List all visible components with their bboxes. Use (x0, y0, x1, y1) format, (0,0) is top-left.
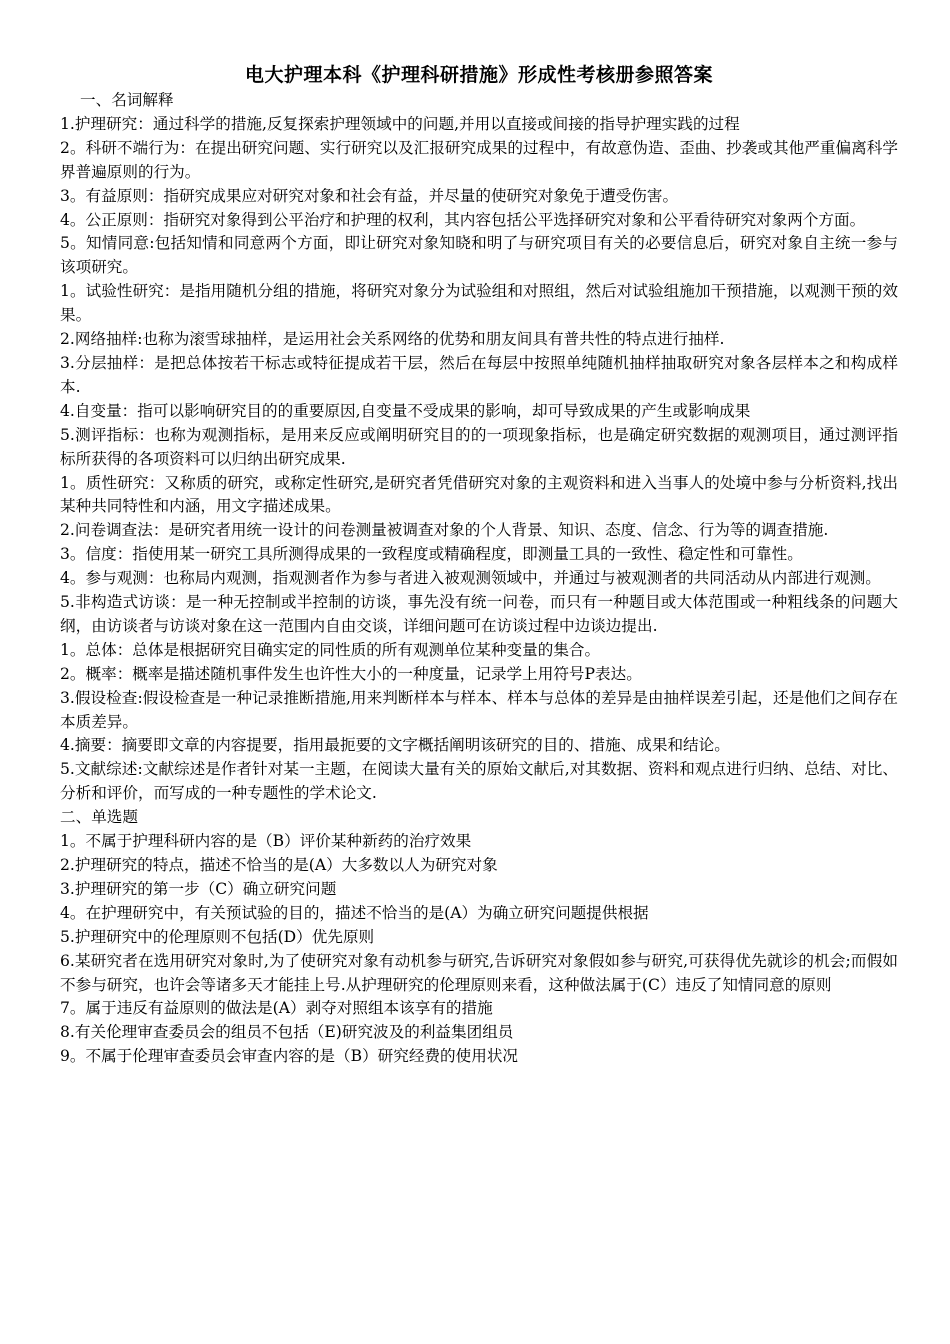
section-heading-definitions: 一、名词解释 (80, 91, 174, 109)
document-title: 电大护理本科《护理科研措施》形成性考核册参照答案 (244, 64, 713, 86)
definition-item: 2。概率：概率是描述随机事件发生也许性大小的一种度量，记录学上用符号P表达。 (60, 664, 642, 683)
question-item: 8.有关伦理审查委员会的组员不包括（E)研究波及的利益集团组员 (60, 1023, 514, 1042)
definition-item: 4。公正原则：指研究对象得到公平治疗和护理的权利，其内容包括公平选择研究对象和公平看待研究对象两个方面。 (60, 210, 866, 229)
definition-item: 1.护理研究：通过科学的措施,反复探索护理领域中的问题,并用以直接或间接的指导护理实践的过程 (60, 114, 740, 133)
definition-item: 3。有益原则：指研究成果应对研究对象和社会有益，并尽量的使研究对象免于遭受伤害。 (60, 186, 679, 205)
section-heading-single-choice: 二、单选题 (60, 808, 138, 827)
definition-item: 5.非构造式访谈：是一种无控制或半控制的访谈，事先没有统一问卷，而只有一种题目或大体范围或一种粗线条的问题大纲，由访谈者与访谈对象在这一范围内自由交谈，详细问题可在访谈过程中边谈边提出. (60, 593, 898, 635)
definition-item: 3.分层抽样：是把总体按若干标志或特征提成若干层，然后在每层中按照单纯随机抽样抽取研究对象各层样本之和构成样本. (60, 353, 898, 396)
question-item: 9。不属于伦理审查委员会审查内容的是（B）研究经费的使用状况 (60, 1047, 519, 1066)
question-item: 3.护理研究的第一步（C）确立研究问题 (60, 879, 337, 898)
definition-item: 1。总体：总体是根据研究目确实定的同性质的所有观测单位某种变量的集合。 (60, 640, 601, 659)
definition-item: 2.网络抽样:也称为滚雪球抽样，是运用社会关系网络的优势和朋友间具有普共性的特点进行抽样. (60, 330, 725, 349)
definition-item: 4。参与观测：也称局内观测，指观测者作为参与者进入被观测领域中，并通过与被观测者的共同活动从内部进行观测。 (60, 569, 881, 588)
definition-item: 5。知情同意:包括知情和同意两个方面，即让研究对象知晓和明了与研究项目有关的必要信息后，研究对象自主统一参与该项研究。 (60, 234, 898, 277)
definition-item: 5.文献综述:文献综述是作者针对某一主题，在阅读大量有关的原始文献后,对其数据、资料和观点进行归纳、总结、对比、分析和评价，而写成的一种专题性的学术论文. (60, 760, 898, 803)
single-choice-list (60, 830, 898, 1069)
definition-item: 2.问卷调查法：是研究者用统一设计的问卷测量被调查对象的个人背景、知识、态度、信念、行为等的调查措施. (60, 521, 829, 540)
question-item: 2.护理研究的特点，描述不恰当的是(A）大多数以人为研究对象 (60, 856, 498, 874)
question-item: 5.护理研究中的伦理原则不包括(D）优先原则 (60, 927, 375, 946)
definition-item: 1。试验性研究：是指用随机分组的措施，将研究对象分为试验组和对照组，然后对试验组施加干预措施，以观测干预的效果。 (60, 282, 898, 325)
question-item: 6.某研究者在选用研究对象时,为了使研究对象有动机参与研究,告诉研究对象假如参与研究,可获得优先就诊的机会;而假如不参与研究，也许会等诸多天才能挂上号.从护理研究的伦理原则来看，这种做法属于(C）违反了知情同意的原则 (60, 951, 898, 994)
question-item: 7。属于违反有益原则的做法是(A）剥夺对照组本该享有的措施 (60, 999, 493, 1018)
definitions-list (60, 113, 898, 806)
definition-item: 3。信度：指使用某一研究工具所测得成果的一致程度或精确程度，即测量工具的一致性、稳定性和可靠性。 (60, 545, 803, 564)
question-item: 1。不属于护理科研内容的是（B）评价某种新药的治疗效果 (60, 832, 472, 851)
definition-item: 4.摘要：摘要即文章的内容提要，指用最扼要的文字概括阐明该研究的目的、措施、成果和结论。 (60, 736, 730, 755)
definition-item: 1。质性研究：又称质的研究，或称定性研究,是研究者凭借研究对象的主观资料和进入当事人的处境中参与分析资料,找出某种共同特性和内涵，用文字描述成果。 (60, 473, 898, 516)
definition-item: 2。科研不端行为：在提出研究问题、实行研究以及汇报研究成果的过程中，有故意伪造、歪曲、抄袭或其他严重偏离科学界普遍原则的行为。 (60, 138, 898, 181)
definition-item: 5.测评指标：也称为观测指标，是用来反应或阐明研究目的的一项现象指标，也是确定研究数据的观测项目，通过测评指标所获得的各项资料可以归纳出研究成果. (60, 425, 898, 468)
definition-item: 4.自变量：指可以影响研究目的的重要原因,自变量不受成果的影响，却可导致成果的产生或影响成果 (60, 401, 751, 420)
definition-item: 3.假设检查:假设检查是一种记录推断措施,用来判断样本与样本、样本与总体的差异是由抽样误差引起，还是他们之间存在本质差异。 (60, 688, 898, 731)
question-item: 4。在护理研究中，有关预试验的目的，描述不恰当的是(A）为确立研究问题提供根据 (60, 903, 649, 922)
